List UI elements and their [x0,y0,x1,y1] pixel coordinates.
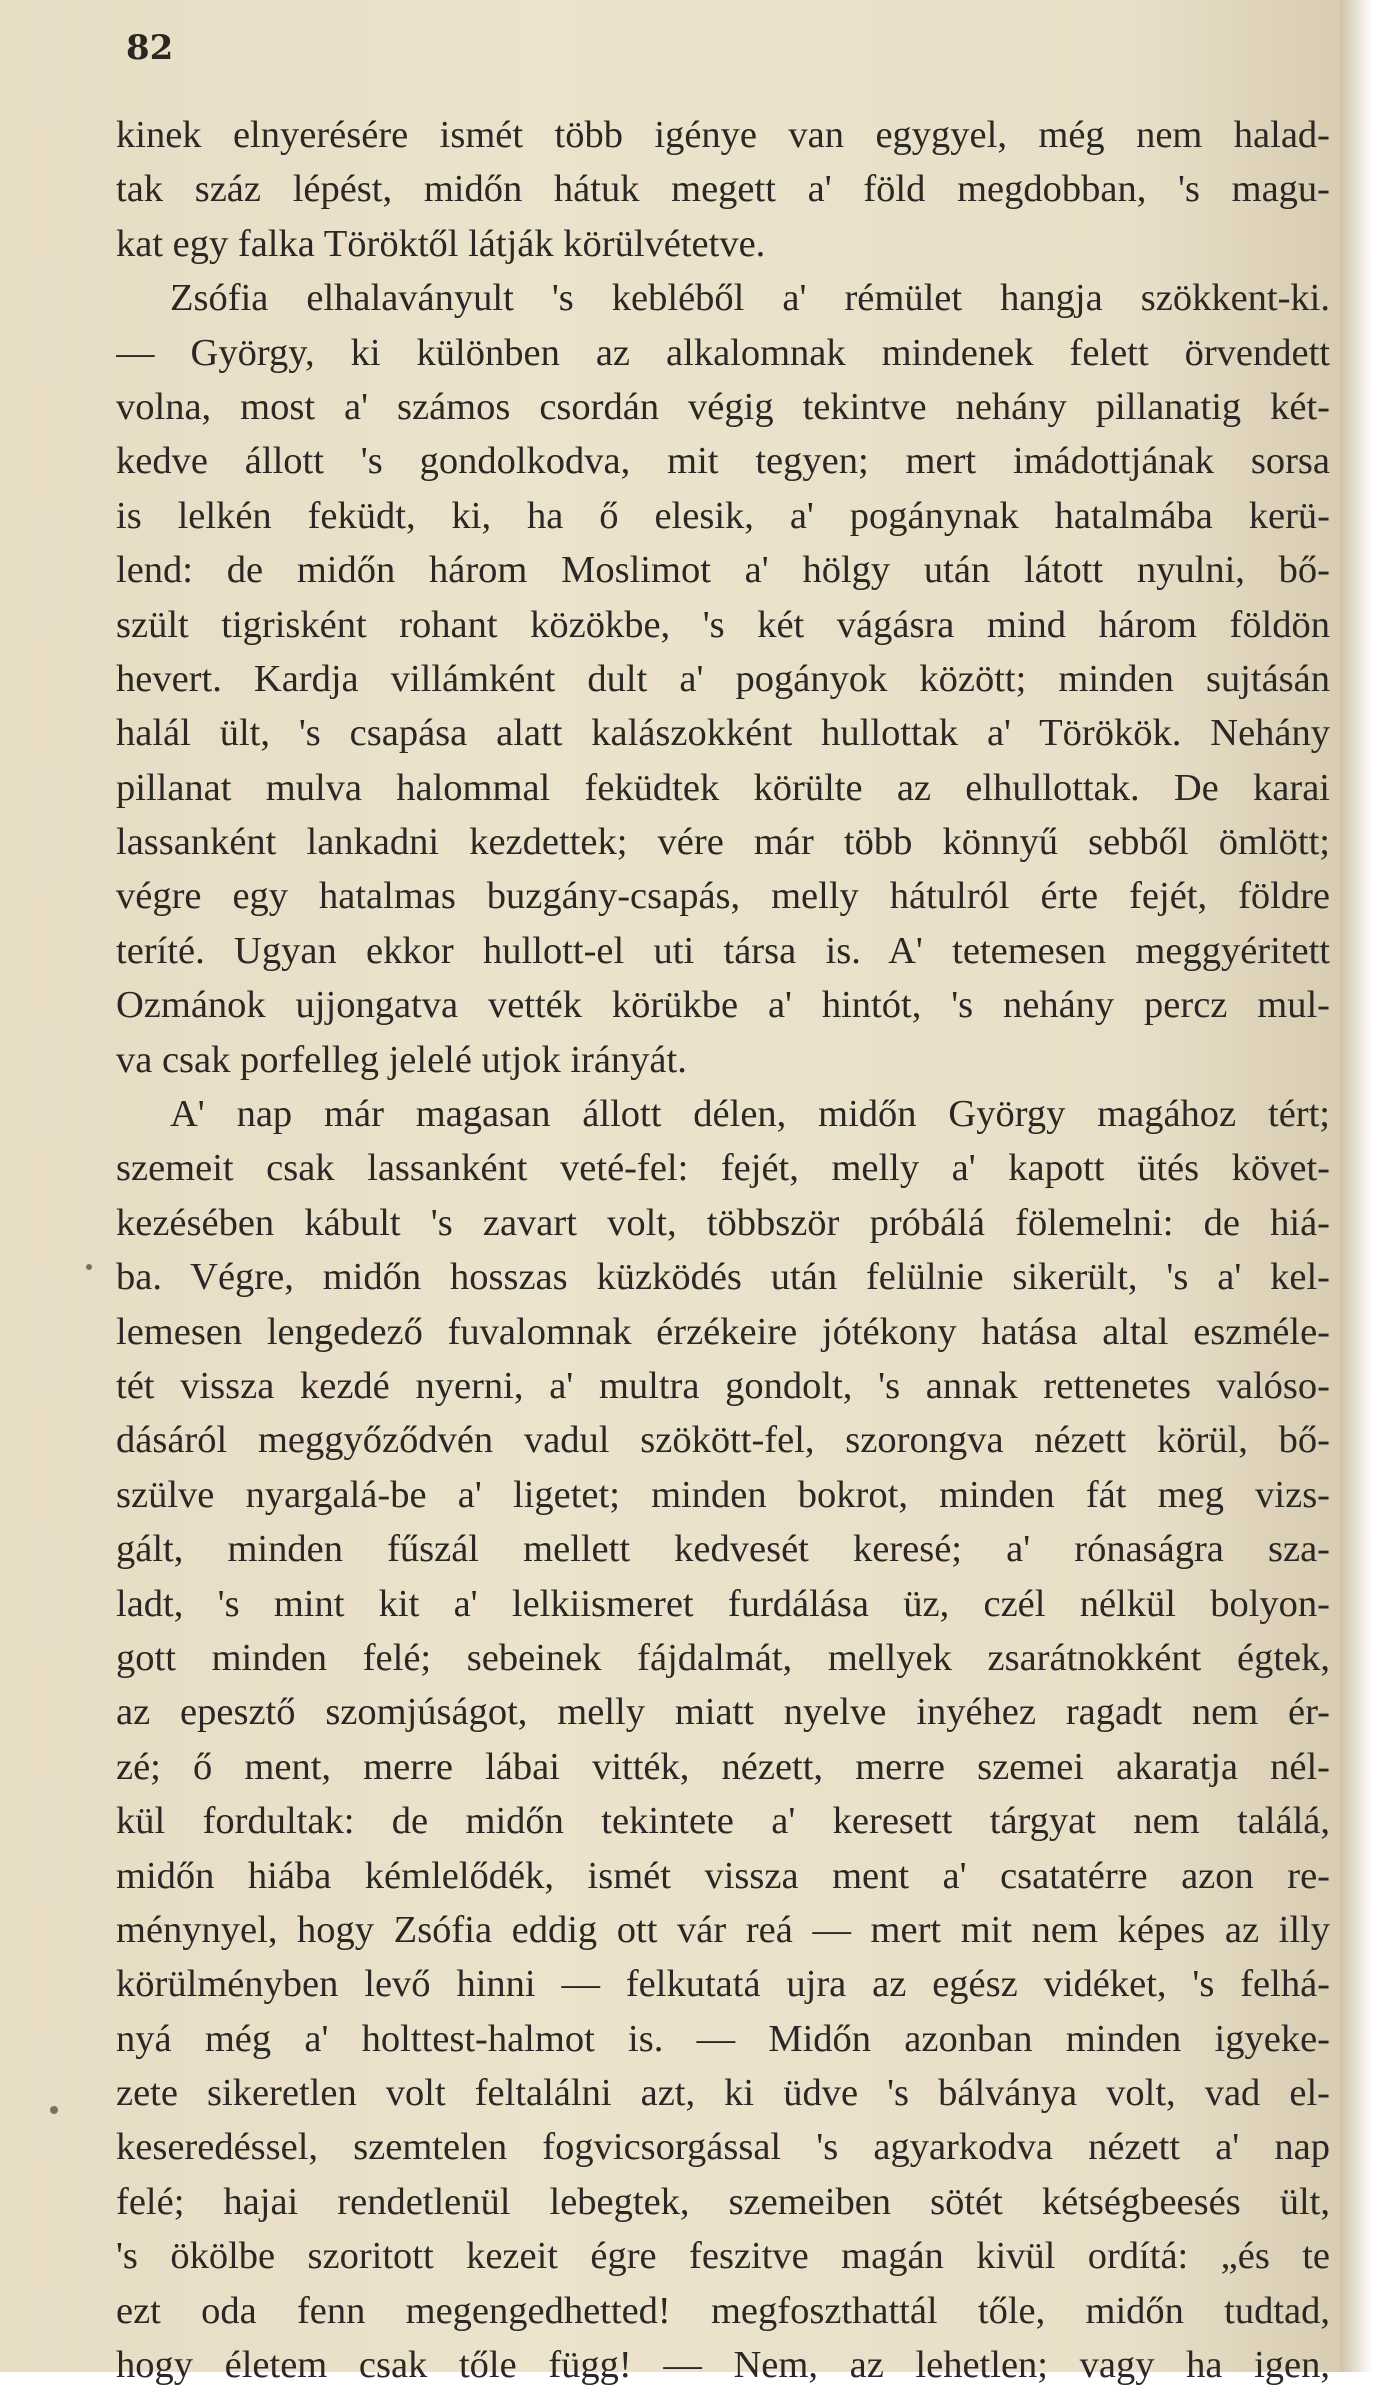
text-line: felé; hajai rendetlenül lebegtek, szemeiben sötét kétségbeesés ült, [116,2180,1330,2223]
text-line: va csak porfelleg jelelé utjok irányát. [116,1038,687,1081]
text-line: Ozmánok ujjongatva vették körükbe a' hintót, 's nehány percz mul- [116,984,1330,1027]
page-number: 82 [126,28,174,68]
text-line: ezt oda fenn megengedhetted! megfoszthattál tőle, midőn tudtad, [116,2289,1330,2332]
text-line: kat egy falka Töröktől látják körülvétetve. [116,222,766,265]
text-line: keseredéssel, szemtelen fogvicsorgással 's agyarkodva nézett a' nap [116,2126,1330,2169]
text-line: dásáról meggyőződvén vadul szökött-fel, szorongva nézett körül, bő- [116,1419,1330,1462]
text-line: szült tigrisként rohant közökbe, 's két vágásra mind három földön [116,603,1330,646]
book-gutter [1340,0,1394,2372]
text-line: lend: de midőn három Moslimot a' hölgy után látott nyulni, bő- [116,549,1330,592]
text-line: hogy életem csak tőle függ! — Nem, az lehetlen; vagy ha igen, [116,2344,1330,2387]
text-line: hevert. Kardja villámként dult a' pogányok között; minden sujtásán [116,657,1330,700]
text-line: nyá még a' holttest-halmot is. — Midőn azonban minden igyeke- [116,2017,1330,2060]
text-line: A' nap már magasan állott délen, midőn György magához tért; [170,1093,1330,1136]
text-line: is lelkén feküdt, ki, ha ő elesik, a' pogánynak hatalmába kerü- [116,494,1330,537]
text-line: lemesen lengedező fuvalomnak érzékeire jótékony hatása altal eszméle- [116,1310,1330,1353]
text-line: teríté. Ugyan ekkor hullott-el uti társa is. A' tetemesen meggyéritett [116,929,1330,972]
text-line: tak száz lépést, midőn hátuk megett a' föld megdobban, 's magu- [116,168,1330,211]
text-line: gott minden felé; sebeinek fájdalmát, mellyek zsarátnokként égtek, [116,1636,1330,1679]
text-line: 's ökölbe szoritott kezeit égre feszitve magán kivül ordítá: „és te [116,2235,1330,2278]
text-line: körülményben levő hinni — felkutatá ujra az egész vidéket, 's felhá- [116,1963,1330,2006]
text-line: kedve állott 's gondolkodva, mit tegyen; mert imádottjának sorsa [116,440,1330,483]
body-text [116,108,1330,2392]
text-line: szülve nyargalá-be a' ligetet; minden bokrot, minden fát meg vizs- [116,1473,1330,1516]
text-line: Zsófia elhalaványult 's kebléből a' rémület hangja szökkent-ki. [170,277,1330,320]
text-line: halál ült, 's csapása alatt kalászokként hullottak a' Törökök. Nehány [116,712,1330,755]
text-line: ladt, 's mint kit a' lelkiismeret furdálása üz, czél nélkül bolyon- [116,1582,1330,1625]
text-line: kezésében kábult 's zavart volt, többször próbálá fölemelni: de hiá- [116,1201,1330,1244]
text-line: pillanat mulva halommal feküdtek körülte az elhullottak. De karai [116,766,1330,809]
text-line: zé; ő ment, merre lábai vitték, nézett, merre szemei akaratja nél- [116,1745,1330,1788]
text-line: kinek elnyerésére ismét több igénye van egygyel, még nem halad- [116,114,1330,156]
text-line: zete sikeretlen volt feltalálni azt, ki üdve 's bálványa volt, vad el- [116,2072,1330,2115]
text-line: kül fordultak: de midőn tekintete a' keresett tárgyat nem találá, [116,1800,1330,1843]
text-line: volna, most a' számos csordán végig tekintve nehány pillanatig két- [116,385,1330,428]
margin-mark [86,1264,92,1270]
text-line: ba. Végre, midőn hosszas küzködés után felülnie sikerült, 's a' kel- [116,1256,1330,1299]
text-line: ménynyel, hogy Zsófia eddig ott vár reá — mert mit nem képes az illy [116,1908,1330,1951]
text-line: — György, ki különben az alkalomnak mindenek felett örvendett [116,331,1330,374]
text-line: gált, minden fűszál mellett kedvesét keresé; a' rónaságra sza- [116,1528,1330,1571]
text-line: lassanként lankadni kezdettek; vére már több könnyű sebből ömlött; [116,821,1330,864]
text-line: midőn hiába kémlelődék, ismét vissza ment a' csatatérre azon re- [116,1854,1330,1897]
text-line: az epesztő szomjúságot, melly miatt nyelve inyéhez ragadt nem ér- [116,1691,1330,1734]
text-line: szemeit csak lassanként veté-fel: fejét, melly a' kapott ütés követ- [116,1147,1330,1190]
text-line: végre egy hatalmas buzgány-csapás, melly hátulról érte fejét, földre [116,875,1330,918]
text-line: tét vissza kezdé nyerni, a' multra gondolt, 's annak rettenetes valóso- [116,1364,1330,1407]
margin-mark [50,2106,58,2114]
